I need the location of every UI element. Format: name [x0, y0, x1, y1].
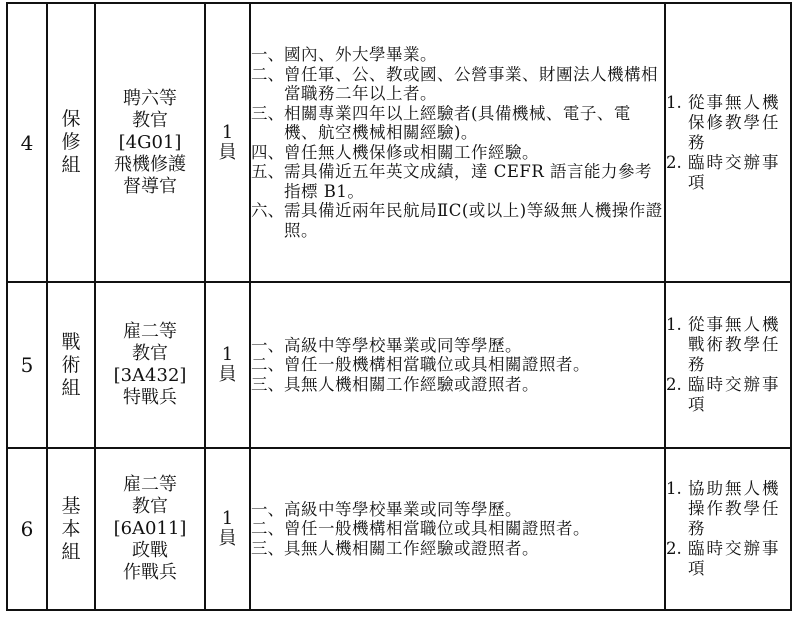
requirement-text: 需具備近兩年民航局ⅡC(或以上)等級無人機操作證照。 — [284, 201, 663, 240]
unit-name — [47, 3, 95, 282]
unit-char: 保 — [61, 108, 81, 130]
headcount-part: 員 — [218, 141, 237, 163]
duties — [665, 282, 791, 448]
requirement-index: 五、 — [251, 162, 284, 181]
requirement-text: 需具備近五年英文成績，達 CEFR 語言能力參考指標 B1。 — [284, 162, 653, 201]
headcount-part: 1 — [221, 508, 234, 529]
unit-char: 戰 — [61, 330, 81, 353]
position-title — [95, 3, 205, 282]
duty-text: 從事無人機保修教學任務 — [688, 92, 781, 152]
headcount — [205, 448, 250, 610]
duty-text: 臨時交辦事項 — [688, 375, 781, 414]
table-body — [7, 3, 791, 610]
requirement-text: 高級中等學校畢業或同等學歷。 — [284, 335, 522, 355]
headcount-part: 1 — [221, 344, 234, 365]
position-title-line: 政戰 — [132, 540, 168, 561]
position-title-line: [6A011] — [113, 518, 187, 539]
requirements — [250, 282, 665, 448]
requirements — [250, 448, 665, 610]
table-row — [7, 3, 791, 282]
requirement-text: 曾任無人機保修或相關工作經驗。 — [284, 142, 539, 162]
requirement-index: 一、 — [251, 499, 284, 519]
position-title-line: 聘六等 — [123, 87, 177, 109]
requirement-item — [251, 201, 664, 240]
requirements — [250, 3, 665, 282]
headcount-part: 員 — [218, 364, 237, 385]
duty-index: 2. — [666, 539, 682, 558]
position-title-line: 雇二等 — [123, 321, 177, 342]
position-title-line: 教官 — [132, 496, 168, 517]
requirement-index: 六、 — [251, 201, 284, 220]
duty-index: 1. — [666, 479, 682, 498]
requirement-text: 曾任一般機構相當職位或具相關證照者。 — [284, 355, 590, 375]
position-title-line: 教官 — [132, 109, 168, 131]
requirement-text: 高級中等學校畢業或同等學歷。 — [284, 499, 522, 519]
requirement-item — [251, 539, 664, 559]
unit-char: 本 — [61, 517, 81, 540]
requirement-text: 國內、外大學畢業。 — [284, 45, 437, 64]
row-number: 6 — [7, 448, 47, 610]
requirement-text: 曾任軍、公、教或國、公營事業、財團法人機構相當職務二年以上者。 — [284, 64, 658, 103]
row-number: 4 — [7, 3, 47, 282]
table-row — [7, 448, 791, 610]
duty-index: 2. — [666, 152, 682, 172]
unit-char: 組 — [61, 154, 81, 176]
duty-item — [666, 315, 790, 375]
position-title — [95, 448, 205, 610]
table-row — [7, 282, 791, 448]
requirement-index: 一、 — [251, 335, 284, 355]
requirement-item — [251, 65, 664, 104]
requirement-index: 四、 — [251, 142, 284, 162]
position-title-line: 督導官 — [123, 175, 177, 197]
recruitment-table — [6, 2, 792, 611]
position-title-line: 飛機修護 — [114, 153, 186, 175]
duty-index: 2. — [666, 375, 682, 394]
position-title-line: [4G01] — [118, 131, 182, 153]
unit-char: 組 — [61, 376, 81, 399]
duties — [665, 3, 791, 282]
requirement-item — [251, 104, 664, 143]
duty-item — [666, 479, 790, 539]
requirement-text: 具無人機相關工作經驗或證照者。 — [284, 374, 539, 394]
requirement-text: 曾任一般機構相當職位或具相關證照者。 — [284, 519, 590, 539]
duty-text: 協助無人機操作教學任務 — [688, 479, 781, 538]
requirement-item — [251, 355, 664, 375]
requirement-index: 三、 — [251, 103, 284, 123]
requirement-item — [251, 519, 664, 539]
position-title-line: 作戰兵 — [123, 562, 177, 583]
requirement-index: 二、 — [251, 64, 284, 84]
headcount — [205, 3, 250, 282]
headcount-part: 1 — [221, 121, 234, 143]
unit-char: 術 — [61, 353, 81, 376]
requirement-item — [251, 162, 664, 201]
duty-index: 1. — [666, 92, 682, 112]
headcount-part: 員 — [218, 528, 237, 549]
row-number: 5 — [7, 282, 47, 448]
requirement-text: 相關專業四年以上經驗者(具備機械、電子、電機、航空機械相關經驗)。 — [284, 103, 631, 142]
duty-index: 1. — [666, 315, 682, 334]
requirement-item — [251, 143, 664, 163]
duty-item — [666, 153, 790, 193]
requirement-text: 具無人機相關工作經驗或證照者。 — [284, 538, 539, 558]
unit-char: 組 — [61, 540, 81, 563]
requirement-item — [251, 336, 664, 356]
unit-name — [47, 282, 95, 448]
requirement-item — [251, 45, 664, 65]
duty-item — [666, 93, 790, 153]
requirement-index: 一、 — [251, 45, 284, 64]
duty-text: 臨時交辦事項 — [688, 539, 781, 578]
unit-name — [47, 448, 95, 610]
headcount — [205, 282, 250, 448]
position-title-line: [3A432] — [113, 365, 187, 386]
unit-char: 修 — [61, 131, 81, 153]
requirement-index: 三、 — [251, 538, 284, 558]
position-title — [95, 282, 205, 448]
duties — [665, 448, 791, 610]
requirement-index: 三、 — [251, 374, 284, 394]
requirement-item — [251, 375, 664, 395]
duty-text: 臨時交辦事項 — [688, 152, 781, 192]
requirement-index: 二、 — [251, 519, 284, 539]
duty-item — [666, 375, 790, 415]
position-title-line: 特戰兵 — [123, 387, 177, 408]
requirement-item — [251, 500, 664, 520]
requirement-index: 二、 — [251, 355, 284, 375]
unit-char: 基 — [61, 494, 81, 517]
duty-item — [666, 539, 790, 579]
position-title-line: 雇二等 — [123, 474, 177, 495]
position-title-line: 教官 — [132, 343, 168, 364]
duty-text: 從事無人機戰術教學任務 — [688, 315, 781, 374]
